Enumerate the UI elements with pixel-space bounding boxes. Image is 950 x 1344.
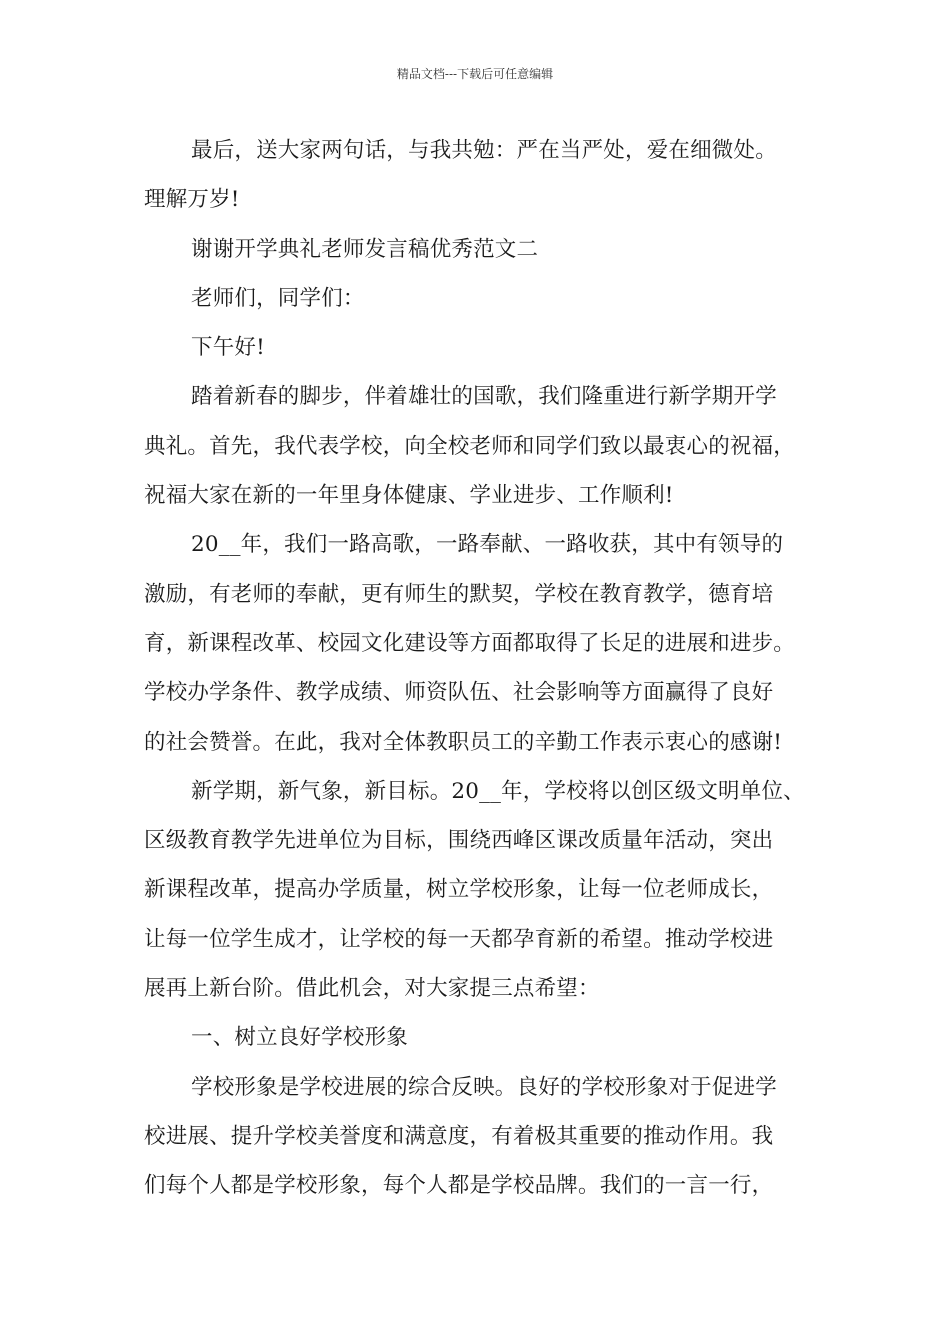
paragraph — [144, 1013, 816, 1062]
paragraph — [144, 372, 816, 520]
text-line: 典礼。首先，我代表学校，向全校老师和同学们致以最衷心的祝福， — [144, 433, 796, 459]
text-line: 校进展、提升学校美誉度和满意度，有着极其重要的推动作用。我 — [144, 1123, 774, 1149]
text-line: 谢谢开学典礼老师发言稿优秀范文二 — [191, 236, 539, 262]
document-body — [144, 126, 816, 1211]
text-line: 学校形象是学校进展的综合反映。良好的学校形象对于促进学 — [191, 1074, 777, 1100]
text-line: 新学期，新气象，新目标。20__年，学校将以创区级文明单位、 — [191, 778, 805, 804]
paragraph — [144, 1063, 816, 1211]
text-line: 们每个人都是学校形象，每个人都是学校品牌。我们的一言一行， — [144, 1173, 774, 1199]
text-line: 20__年，我们一路高歌，一路奉献、一路收获，其中有领导的 — [191, 532, 784, 558]
text-line: 区级教育教学先进单位为目标，围绕西峰区课改质量年活动，突出 — [144, 828, 774, 854]
text-line: 新课程改革，提高办学质量，树立学校形象，让每一位老师成长， — [144, 877, 774, 903]
text-line: 老师们，同学们： — [191, 285, 365, 311]
text-line: 激励，有老师的奉献，更有师生的默契，学校在教育教学，德育培 — [144, 581, 774, 607]
text-line: 踏着新春的脚步，伴着雄壮的国歌，我们隆重进行新学期开学 — [191, 384, 777, 410]
text-line: 育，新课程改革、校园文化建设等方面都取得了长足的进展和进步。 — [144, 630, 796, 656]
page-header: 精品文档---下载后可任意编辑 — [396, 67, 554, 81]
text-line: 一、树立良好学校形象 — [191, 1025, 409, 1051]
text-line: 学校办学条件、教学成绩、师资队伍、社会影响等方面赢得了良好 — [144, 680, 774, 706]
text-line: 理解万岁! — [144, 187, 240, 213]
text-line: 让每一位学生成才，让学校的每一天都孕育新的希望。推动学校进 — [144, 926, 774, 952]
paragraph — [144, 274, 816, 323]
paragraph — [144, 126, 816, 225]
paragraph — [144, 520, 816, 766]
text-line: 下午好! — [191, 335, 265, 361]
paragraph — [144, 225, 816, 274]
paragraph — [144, 323, 816, 372]
text-line: 的社会赞誉。在此，我对全体教职员工的辛勤工作表示衷心的感谢! — [144, 729, 783, 755]
text-line: 展再上新台阶。借此机会，对大家提三点希望： — [144, 976, 600, 1002]
text-line: 祝福大家在新的一年里身体健康、学业进步、工作顺利! — [144, 483, 674, 509]
paragraph — [144, 767, 816, 1013]
text-line: 最后，送大家两句话，与我共勉：严在当严处，爱在细微处。 — [191, 138, 777, 163]
